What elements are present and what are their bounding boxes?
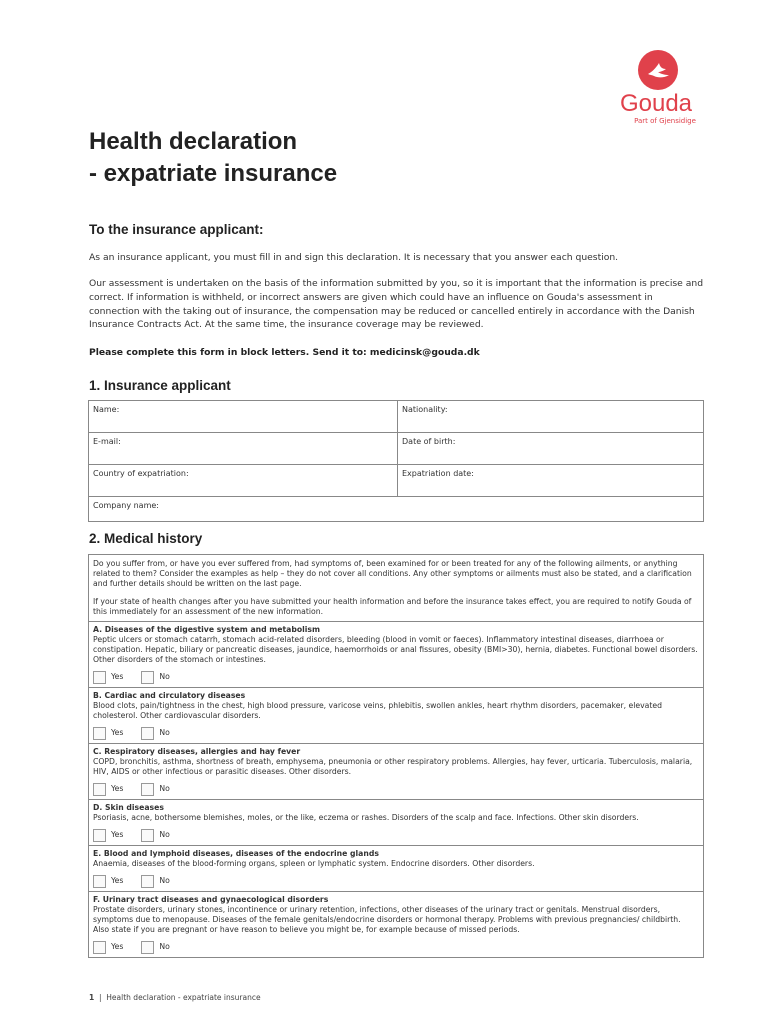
expatriation-date-label: Expatriation date: xyxy=(402,469,474,478)
section-text: Prostate disorders, urinary stones, incontinence or urinary retention, infections, other diseases of the urinary tract or genitals. Menstrual disorders, symptoms due to menopause. Diseases of the female genitals/endocrine disorders or hormonal therapy. Problems with previous pregnancies/ childbirth. Also state if you are pregnant or have reason to believe you might be, for example because of missed periods. xyxy=(93,905,681,934)
medical-intro-1: Do you suffer from, or have you ever suffered from, had symptoms of, been examined for or been treated for any of the following ailments, or anything related to them? Consider the examples as help – they do not cover all conditions. Any other symptoms or ailments must also be stated, and a clarification and further details should be written on the last page. xyxy=(93,559,692,588)
no-checkbox[interactable] xyxy=(141,727,154,740)
medical-history-box xyxy=(88,554,704,958)
yes-label: Yes xyxy=(111,876,124,885)
applicant-heading: 1. Insurance applicant xyxy=(89,378,231,393)
yes-checkbox[interactable] xyxy=(93,829,106,842)
yes-no-row xyxy=(93,940,699,954)
no-label: No xyxy=(159,830,170,839)
section-title: C. Respiratory diseases, allergies and hay fever xyxy=(93,747,301,756)
yes-checkbox[interactable] xyxy=(93,875,106,888)
brand-tagline: Part of Gjensidige xyxy=(634,117,696,125)
name-label: Name: xyxy=(93,405,120,414)
country-label: Country of expatriation: xyxy=(93,469,189,478)
no-label: No xyxy=(159,784,170,793)
yes-checkbox[interactable] xyxy=(93,671,106,684)
yes-no-row xyxy=(93,782,699,796)
no-label: No xyxy=(159,672,170,681)
medical-section-f xyxy=(89,892,703,957)
swallow-bird-icon xyxy=(638,50,678,90)
page-footer xyxy=(89,993,261,1002)
section-text: Blood clots, pain/tightness in the chest, high blood pressure, varicose veins, phlebitis, swollen ankles, heart rhythm disorders, pacemaker, elevated cholesterol. Other cardiovascular disorders. xyxy=(93,701,662,720)
section-title: E. Blood and lymphoid diseases, diseases of the endocrine glands xyxy=(93,849,379,858)
no-checkbox[interactable] xyxy=(141,783,154,796)
intro-heading: To the insurance applicant: xyxy=(89,222,264,237)
intro-paragraph-2: Our assessment is undertaken on the basis of the information submitted by you, so it is important that the information is precise and correct. If information is withheld, or incorrect answers are given which could have an influence on Gouda's assessment in connection with the taking out of insurance, the compensation may be reduced or cancelled entirely in accordance with the Danish Insurance Contracts Act. At the same time, the insurance coverage may be reviewed. xyxy=(89,278,704,331)
brand-name: Gouda xyxy=(619,90,693,117)
medical-section-a xyxy=(89,622,703,688)
section-title: B. Cardiac and circulatory diseases xyxy=(93,691,246,700)
no-label: No xyxy=(159,728,170,737)
date-of-birth-label: Date of birth: xyxy=(402,437,456,446)
yes-no-row xyxy=(93,874,699,888)
yes-label: Yes xyxy=(111,942,124,951)
medical-heading: 2. Medical history xyxy=(89,531,203,546)
intro-paragraph-1: As an insurance applicant, you must fill in and sign this declaration. It is necessary that you answer each question. xyxy=(89,252,619,263)
medical-section-b xyxy=(89,688,703,744)
gouda-logo xyxy=(612,50,704,125)
no-checkbox[interactable] xyxy=(141,829,154,842)
page-number: 1 xyxy=(89,993,95,1002)
yes-no-row xyxy=(93,726,699,740)
yes-checkbox[interactable] xyxy=(93,941,106,954)
company-name-field[interactable] xyxy=(89,497,704,522)
yes-checkbox[interactable] xyxy=(93,783,106,796)
medical-section-d xyxy=(89,800,703,846)
nationality-label: Nationality: xyxy=(402,405,448,414)
email-label: E-mail: xyxy=(93,437,121,446)
yes-no-row xyxy=(93,828,699,842)
yes-no-row xyxy=(93,670,699,684)
no-label: No xyxy=(159,942,170,951)
section-text: COPD, bronchitis, asthma, shortness of breath, emphysema, pneumonia or other respiratory problems. Allergies, hay fever, urticaria. Tuberculosis, malaria, HIV, AIDS or other infectious or parasitic diseases. Other disorders. xyxy=(93,757,693,776)
no-checkbox[interactable] xyxy=(141,875,154,888)
yes-label: Yes xyxy=(111,672,124,681)
email-field[interactable] xyxy=(89,433,398,465)
date-of-birth-field[interactable] xyxy=(398,433,704,465)
title-line-2: - expatriate insurance xyxy=(89,160,338,187)
footer-text: Health declaration - expatriate insurance xyxy=(106,993,261,1002)
no-checkbox[interactable] xyxy=(141,941,154,954)
name-field[interactable] xyxy=(89,401,398,433)
yes-label: Yes xyxy=(111,784,124,793)
title-line-1: Health declaration xyxy=(89,128,298,155)
expatriation-date-field[interactable] xyxy=(398,465,704,497)
country-of-expatriation-field[interactable] xyxy=(89,465,398,497)
page-title xyxy=(89,126,337,190)
section-title: D. Skin diseases xyxy=(93,803,164,812)
yes-label: Yes xyxy=(111,728,124,737)
medical-intro xyxy=(89,555,703,622)
medical-intro-2: If your state of health changes after you have submitted your health information and before the insurance takes effect, you are required to notify Gouda of this immediately for an assessment of the new information. xyxy=(93,597,692,616)
no-checkbox[interactable] xyxy=(141,671,154,684)
nationality-field[interactable] xyxy=(398,401,704,433)
footer-separator: | xyxy=(96,993,104,1002)
section-title: A. Diseases of the digestive system and metabolism xyxy=(93,625,321,634)
company-name-label: Company name: xyxy=(93,501,159,510)
medical-section-e xyxy=(89,846,703,892)
yes-checkbox[interactable] xyxy=(93,727,106,740)
section-text: Psoriasis, acne, bothersome blemishes, moles, or the like, eczema or rashes. Disorders of the scalp and face. Infections. Other skin disorders. xyxy=(93,813,639,822)
intro-instruction: Please complete this form in block letters. Send it to: medicinsk@gouda.dk xyxy=(89,347,480,358)
section-text: Peptic ulcers or stomach catarrh, stomach acid-related disorders, bleeding (blood in vomit or faeces). Inflammatory intestinal diseases, diarrhoea or constipation. Hepatic, biliary or pancreatic diseases, jaundice, haemorrhoids or anal fissures, obesity (BMI>30), hernia, diabetes. Functional bowel disorders. Other disorders of the stomach or intestines. xyxy=(93,635,698,664)
medical-section-c xyxy=(89,744,703,800)
no-label: No xyxy=(159,876,170,885)
applicant-table xyxy=(88,400,704,522)
section-title: F. Urinary tract diseases and gynaecological disorders xyxy=(93,895,329,904)
section-text: Anaemia, diseases of the blood-forming organs, spleen or lymphatic system. Endocrine disorders. Other disorders. xyxy=(93,859,535,868)
yes-label: Yes xyxy=(111,830,124,839)
